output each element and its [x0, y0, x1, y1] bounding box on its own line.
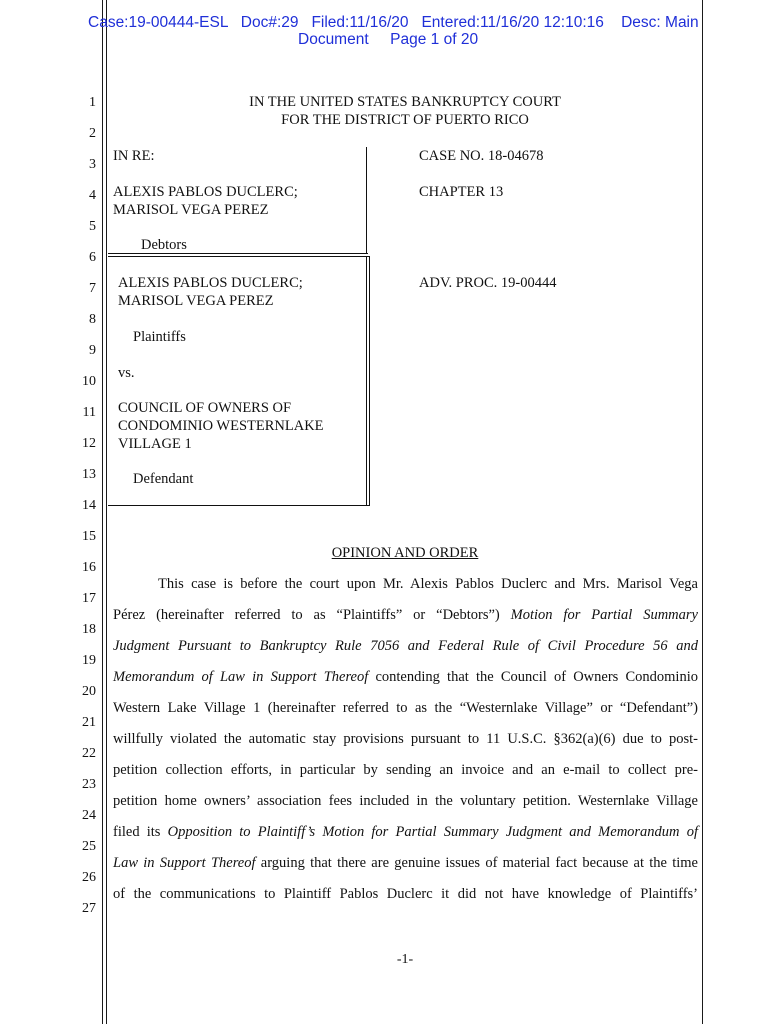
line-number: 22 — [82, 746, 96, 761]
line-number: 7 — [89, 281, 96, 296]
body-text-italic: Motion for Partial Summary — [510, 607, 698, 623]
body-text-italic: Judgment Pursuant to Bankruptcy Rule 7056 and Federal Rule of Civil Procedure 56 and — [113, 638, 698, 654]
body-line — [113, 786, 698, 817]
caption-plaintiff-2: MARISOL VEGA PEREZ — [118, 293, 274, 309]
page-number: -1- — [396, 952, 414, 967]
line-number: 25 — [82, 839, 96, 854]
body-text: petition home owners’ association fees included in the voluntary petition. Westernlake Village — [113, 793, 698, 809]
caption-in-re: IN RE: — [113, 148, 155, 164]
body-text: This case is before the court upon Mr. Alexis Pablos Duclerc and Mrs. Marisol Vega — [158, 576, 698, 592]
line-number: 6 — [89, 250, 96, 265]
line-number: 27 — [82, 901, 96, 916]
caption-defendant-1: COUNCIL OF OWNERS OF — [118, 400, 292, 416]
left-margin-rule-outer — [102, 0, 103, 1024]
line-number: 13 — [82, 467, 96, 482]
line-number: 10 — [82, 374, 96, 389]
line-number: 19 — [82, 653, 96, 668]
line-number: 18 — [82, 622, 96, 637]
body-line — [113, 755, 698, 786]
caption-plaintiffs-label: Plaintiffs — [133, 329, 186, 345]
body-text: willfully violated the automatic stay provisions pursuant to 11 U.S.C. §362(a)(6) due to post- — [113, 731, 698, 747]
line-number: 4 — [89, 188, 96, 203]
line-number: 21 — [82, 715, 96, 730]
body-text-italic: Memorandum of Law in Support Thereof — [113, 669, 369, 685]
line-number: 12 — [82, 436, 96, 451]
body-line — [113, 569, 698, 600]
body-line — [113, 848, 698, 879]
line-number: 14 — [82, 498, 96, 513]
body-text: petition collection efforts, in particular by sending an invoice and an e-mail to collect pre- — [113, 762, 698, 778]
body-text: filed its — [113, 824, 168, 840]
caption-debtor-1: ALEXIS PABLOS DUCLERC; — [113, 184, 298, 200]
body-text-italic: Opposition to Plaintiff’s Motion for Partial Summary Judgment and Memorandum of — [167, 824, 698, 840]
document-title — [108, 545, 702, 562]
body-line — [113, 693, 698, 724]
ecf-header-line1: Case:19-00444-ESL Doc#:29 Filed:11/16/20 Entered:11/16/20 12:10:16 Desc: Main — [88, 14, 699, 31]
right-margin-rule — [702, 0, 703, 1024]
caption-defendant-2: CONDOMINIO WESTERNLAKE — [118, 418, 324, 434]
line-number: 1 — [89, 95, 96, 110]
adversary-proceeding-number: ADV. PROC. 19-00444 — [419, 275, 557, 291]
body-line — [113, 817, 698, 848]
caption-box-adversary-rule-2 — [369, 256, 370, 506]
chapter: CHAPTER 13 — [419, 184, 504, 200]
caption-vs: vs. — [118, 365, 135, 381]
caption-box-bottom — [108, 505, 370, 506]
line-number: 15 — [82, 529, 96, 544]
line-number: 16 — [82, 560, 96, 575]
caption-box-adversary-rule — [366, 256, 367, 506]
caption-box-divider-2 — [108, 256, 370, 257]
caption-plaintiff-1: ALEXIS PABLOS DUCLERC; — [118, 275, 303, 291]
caption-defendant-3: VILLAGE 1 — [118, 436, 192, 452]
body-line — [113, 631, 698, 662]
body-text-italic: Law in Support Thereof — [113, 855, 256, 871]
line-number: 26 — [82, 870, 96, 885]
body-line — [113, 879, 698, 910]
document-title-text: OPINION AND ORDER — [331, 545, 479, 561]
court-name-line2: FOR THE DISTRICT OF PUERTO RICO — [281, 112, 529, 128]
body-text: Western Lake Village 1 (hereinafter referred to as the “Westernlake Village” or “Defendant”) — [113, 700, 698, 716]
line-number: 9 — [89, 343, 96, 358]
line-number: 8 — [89, 312, 96, 327]
line-number: 17 — [82, 591, 96, 606]
line-number: 23 — [82, 777, 96, 792]
body-text: Pérez (hereinafter referred to as “Plaintiffs” or “Debtors”) — [113, 607, 511, 623]
left-margin-rule-inner — [106, 0, 107, 1024]
ecf-header-line2: Document Page 1 of 20 — [298, 31, 479, 48]
body-text: of the communications to Plaintiff Pablos Duclerc it did not have knowledge of Plaintiffs’ — [113, 886, 698, 902]
line-number: 2 — [89, 126, 96, 141]
body-text: arguing that there are genuine issues of material fact because at the time — [255, 855, 698, 871]
body-paragraph — [113, 569, 698, 910]
caption-debtors-label: Debtors — [141, 237, 187, 253]
court-name-line1: IN THE UNITED STATES BANKRUPTCY COURT — [249, 94, 561, 110]
line-number: 3 — [89, 157, 96, 172]
case-number: CASE NO. 18-04678 — [419, 148, 544, 164]
body-line — [113, 724, 698, 755]
body-text: contending that the Council of Owners Condominio — [368, 669, 698, 685]
line-number: 5 — [89, 219, 96, 234]
line-number: 20 — [82, 684, 96, 699]
line-number: 24 — [82, 808, 96, 823]
body-line — [113, 600, 698, 631]
line-number: 11 — [82, 405, 96, 420]
caption-debtor-2: MARISOL VEGA PEREZ — [113, 202, 269, 218]
caption-defendant-label: Defendant — [133, 471, 194, 487]
body-line — [113, 662, 698, 693]
caption-box-debtors-rule — [366, 147, 367, 254]
